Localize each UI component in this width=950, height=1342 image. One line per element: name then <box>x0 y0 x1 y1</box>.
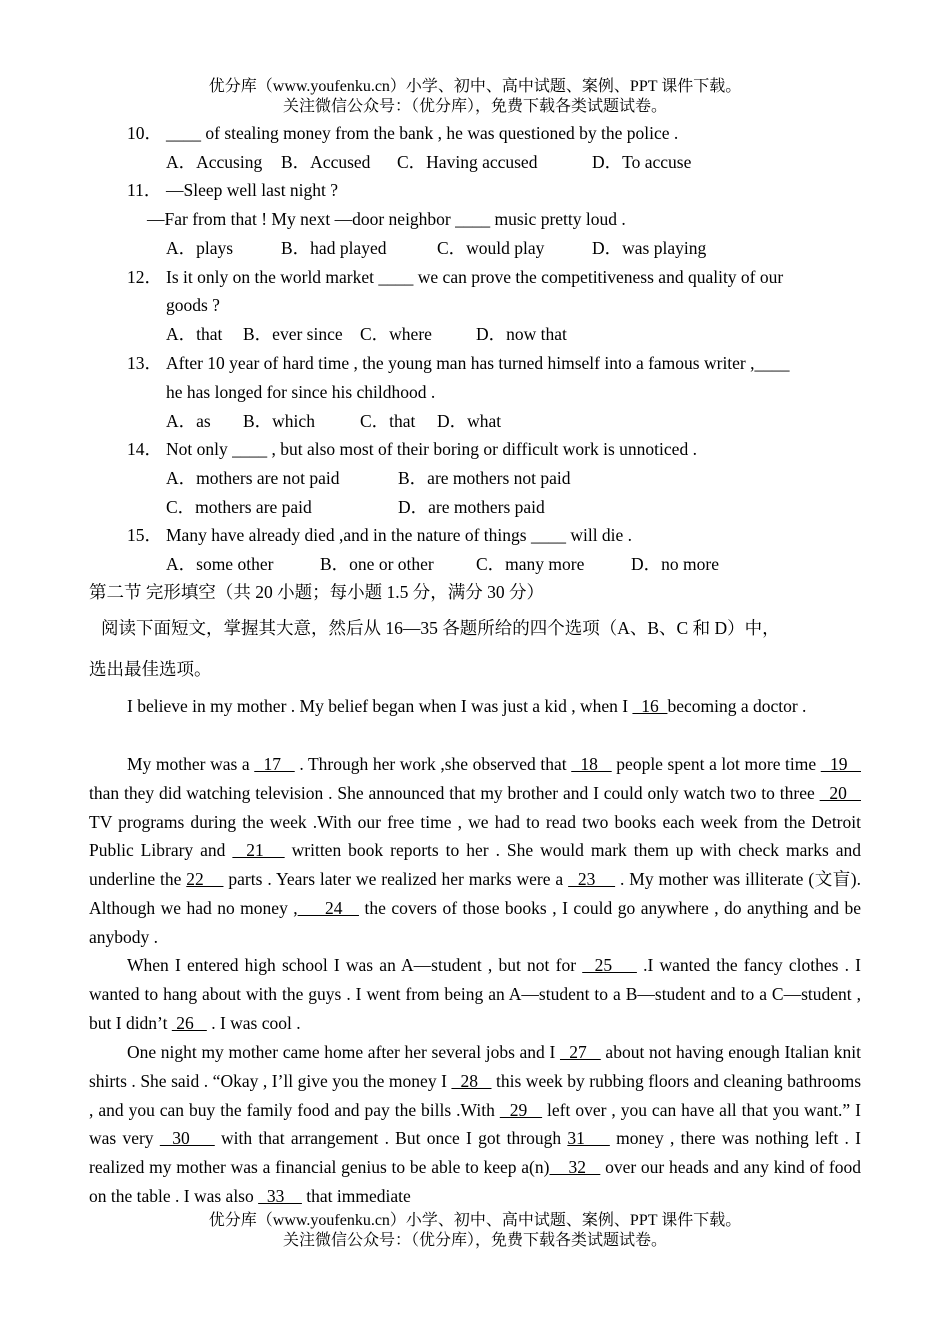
passage-paragraph-1: I believe in my mother . My belief began when I was just a kid , when I 16 becoming a doctor . <box>127 696 807 716</box>
question-stem: ____ of stealing money from the bank , he was questioned by the police . <box>166 123 679 143</box>
blank-19: 19 <box>820 754 861 774</box>
blank-24: 24 <box>297 897 359 918</box>
option-b: B．one or other <box>320 554 434 574</box>
question-stem-response: —Far from that ! My next —door neighbor ____ music pretty loud . <box>147 209 626 229</box>
option-d: D．what <box>437 411 502 431</box>
section-title: 第二节 完形填空（共 20 小题；每小题 1.5 分，满分 30 分） <box>89 582 544 602</box>
question-stem-continued: he has longed for since his childhood . <box>166 382 436 402</box>
blank-29: 29 <box>499 1099 543 1120</box>
question-stem: —Sleep well last night ? <box>166 180 339 200</box>
option-a: A．that <box>166 324 223 344</box>
blank-32: 32 <box>549 1157 601 1178</box>
option-c: C．where <box>360 324 432 344</box>
question-number: 11． <box>127 180 162 200</box>
passage-paragraph-3: When I entered high school I was an A—student , but not for 25 .I wanted the fancy clothes . I wanted to hang about with the guys . I went from being an A—student to a B—student and to a C—student , but I didn’t 26 . I was cool . <box>89 955 861 1033</box>
option-b: B．ever since <box>243 324 343 344</box>
blank-18: 18 <box>571 754 612 774</box>
question-stem: Many have already died ,and in the nature of things ____ will die . <box>166 525 633 545</box>
option-c: C．that <box>360 411 416 431</box>
blank-33: 33 <box>258 1185 302 1206</box>
option-a: A．mothers are not paid <box>166 468 340 488</box>
footer-line-1: 优分库（www.youfenku.cn）小学、初中、高中试题、案例、PPT 课件下载。 <box>208 1212 742 1229</box>
option-c: C．mothers are paid <box>166 497 312 517</box>
option-a: A．as <box>166 411 211 431</box>
question-stem: After 10 year of hard time , the young man has turned himself into a famous writer ,____ <box>166 353 790 373</box>
blank-25: 25 <box>582 955 637 975</box>
option-d: D．are mothers paid <box>398 497 545 517</box>
blank-17: 17 <box>254 754 295 774</box>
blank-31: 31 <box>567 1128 610 1149</box>
blank-28: 28 <box>451 1070 492 1091</box>
option-b: B．are mothers not paid <box>398 468 571 488</box>
option-a: A．some other <box>166 554 274 574</box>
option-c: C．would play <box>437 238 545 258</box>
question-number: 13． <box>127 353 162 373</box>
footer-line-2: 关注微信公众号：（优分库），免费下载各类试题试卷。 <box>282 1232 667 1249</box>
blank-21: 21 <box>232 840 285 861</box>
passage-paragraph-4: One night my mother came home after her several jobs and I 27 about not having enough Italian knit shirts . She said . “Okay , I’ll give you the money I 28 this week by rubbing floors and cleaning bathrooms , and you can buy the family food and pay the bills .With 29 left over , you can have all that you want.” I was very 30 with that arrangement . But once I got through 31 money , there was nothing left . I realized my mother was a financial genius to be able to keep a(n) 32 over our heads and any kind of food on the table . I was also 33 that immediate <box>89 1042 862 1206</box>
option-c: C．many more <box>476 554 585 574</box>
blank-16: 16 <box>632 696 668 716</box>
question-number: 14． <box>127 439 162 459</box>
question-number: 15． <box>127 525 162 545</box>
header-line-1: 优分库（www.youfenku.cn）小学、初中、高中试题、案例、PPT 课件下载。 <box>208 78 742 95</box>
question-stem-continued: goods ? <box>166 295 220 315</box>
option-d: D．was playing <box>592 238 707 258</box>
option-b: B．had played <box>281 238 387 258</box>
section-instructions-continued: 选出最佳选项。 <box>89 659 212 679</box>
option-d: D．now that <box>476 324 567 344</box>
question-stem: Not only ____ , but also most of their boring or difficult work is unnoticed . <box>166 439 697 459</box>
blank-27: 27 <box>559 1042 601 1062</box>
option-a: A．plays <box>166 238 234 258</box>
blank-26: 26 <box>171 1012 207 1033</box>
option-a: A．Accusing <box>166 152 263 172</box>
blank-23: 23 <box>568 869 616 890</box>
blank-22: 22 <box>186 869 224 890</box>
option-d: D．no more <box>631 554 719 574</box>
blank-20: 20 <box>819 782 861 803</box>
question-stem: Is it only on the world market ____ we can prove the competitiveness and quality of our <box>166 267 784 287</box>
option-b: B．which <box>243 411 315 431</box>
question-number: 12． <box>127 267 162 287</box>
option-d: D．To accuse <box>592 152 692 172</box>
passage-paragraph-2: My mother was a 17 . Through her work ,she observed that 18 people spent a lot more time 19 than they did watching television . She announced that my brother and I could only watch two to three 20 TV programs during the week .With our free time , we had to read two books each week from the Detroit Public Library and 21 written book reports to her . She would mark them up with check marks and underline the 22 parts . Years later we realized her marks were a 23 . My mother was illiterate (文盲). Although we had no money , 24 the covers of those books , I could go anywhere , do anything and be anybody . <box>89 754 862 947</box>
option-b: B．Accused <box>281 152 371 172</box>
question-number: 10． <box>127 123 162 143</box>
header-line-2: 关注微信公众号：（优分库），免费下载各类试题试卷。 <box>282 98 667 115</box>
blank-30: 30 <box>159 1128 215 1149</box>
option-c: C．Having accused <box>397 152 538 172</box>
section-instructions: 阅读下面短文，掌握其大意，然后从 16—35 各题所给的四个选项（A、B、C 和 D）中， <box>101 618 780 638</box>
